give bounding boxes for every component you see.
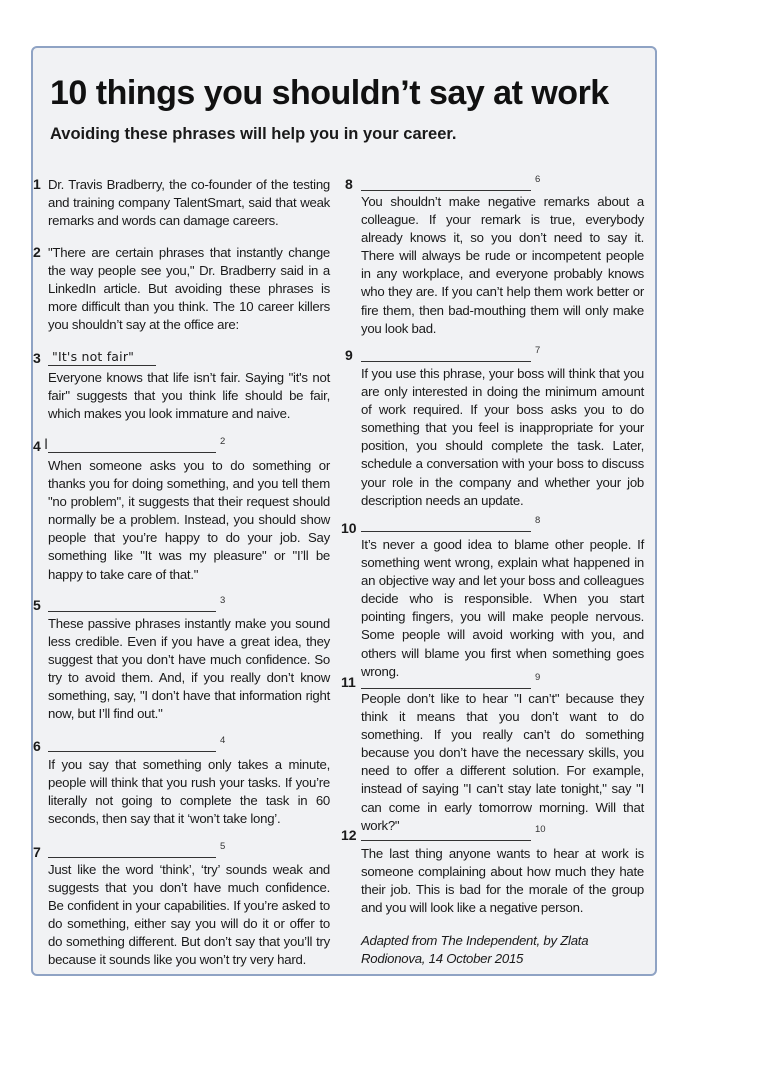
section-number: 6	[33, 738, 41, 754]
section-number: 12	[341, 827, 357, 843]
text-cursor-icon: I	[44, 437, 49, 453]
worksheet-subtitle: Avoiding these phrases will help you in your career.	[50, 125, 457, 143]
section-text: If you use this phrase, your boss will think that you are only interested in doing the minimum amount of work required. If your boss asks you to do something that you feel is inappropriate for your position, you should complete the task. Later, schedule a conversation with your boss to discuss your role in the company and whether your job description needs an update.	[361, 366, 644, 508]
section-text: You shouldn’t make negative remarks about a colleague. If your remark is true, everybody already knows it, so you don’t need to say it. There will always be rude or incompetent people in any workplace, and everyone probably knows who they are. If you can’t help them work better or fire them, then bad-mouthing them will only make you look bad.	[361, 194, 644, 336]
section-number: 2	[33, 244, 41, 260]
section-text: Just like the word ‘think’, ‘try’ sounds weak and suggests that you don’t have much confidence. Be confident in your capabilities. If you’re asked to do something, either say you will do it or offer to do something different. But don’t say that you’ll try because it sounds like you won’t try very hard.	[48, 862, 330, 968]
section-number: 10	[341, 520, 357, 536]
section-text: Dr. Travis Bradberry, the co-founder of the testing and training company TalentSmart, said that weak remarks and words can damage careers.	[48, 177, 330, 229]
gap-number: 10	[535, 824, 546, 835]
answer-line	[48, 352, 156, 366]
answer-blank[interactable]	[48, 738, 216, 752]
handwritten-answer: "It's not fair"	[52, 349, 135, 364]
gap-number: 2	[220, 436, 226, 447]
section-number: 7	[33, 844, 41, 860]
section-text: It’s never a good idea to blame other people. If something went wrong, explain what happened in an objective way and let your boss and colleagues decide who is responsible. When you start pointing fingers, you will make people nervous. Some people will avoid working with you, and others will blame you first when something goes wrong.	[361, 537, 644, 679]
section-text: When someone asks you to do something or thanks you for doing something, and you tell them "no problem", it suggests that their request should normally be a problem. Instead, you should show people that you’re happy to do your job. Say something like "It was my pleasure" or "I’ll be happy to take care of that."	[48, 458, 330, 582]
answer-blank[interactable]	[361, 675, 531, 689]
answer-blank[interactable]	[361, 518, 531, 532]
section-number: 4	[33, 438, 41, 454]
gap-number: 9	[535, 672, 541, 683]
section-number: 5	[33, 597, 41, 613]
section-number: 8	[345, 176, 353, 192]
gap-number: 4	[220, 735, 226, 746]
gap-number: 7	[535, 345, 541, 356]
section-number: 3	[33, 350, 41, 366]
answer-blank[interactable]	[48, 598, 216, 612]
gap-number: 3	[220, 595, 226, 606]
source-credit: Adapted from The Independent, by Zlata Rodionova, 14 October 2015	[361, 933, 589, 967]
gap-number: 8	[535, 515, 541, 526]
section-number: 1	[33, 176, 41, 192]
section-text: The last thing anyone wants to hear at work is someone complaining about how much they hate their job. This is bad for the morale of the group and you will look like a negative person.	[361, 846, 644, 916]
section-number: 11	[341, 674, 356, 690]
answer-blank[interactable]	[48, 439, 216, 453]
section-text: "There are certain phrases that instantly change the way people see you," Dr. Bradberry said in a LinkedIn article. But avoiding these phrases is more difficult than you think. The 10 career killers you shouldn’t say at the office are:	[48, 245, 330, 333]
answer-blank[interactable]	[361, 348, 531, 362]
gap-number: 6	[535, 174, 541, 185]
worksheet-title: 10 things you shouldn’t say at work	[50, 74, 609, 112]
section-text: Everyone knows that life isn’t fair. Saying "it's not fair" suggests that you think life should be fair, which makes you look immature and naive.	[48, 370, 330, 422]
section-number: 9	[345, 347, 353, 363]
answer-blank[interactable]	[48, 844, 216, 858]
section-text: People don’t like to hear "I can’t" because they think it means that you don’t want to do something. If you really can’t do something because you don’t have the necessary skills, you need to offer a different solution. For example, instead of saying "I can’t stay late tonight," say "I can come in early tomorrow morning. Will that work?"	[361, 691, 644, 833]
gap-number: 5	[220, 841, 226, 852]
section-text: These passive phrases instantly make you sound less credible. Even if you have a great idea, they suggest that you don’t have much confidence. So try to avoid them. And, if you really don’t know something, say, "I don’t have that information right now, but I’ll find out."	[48, 616, 330, 722]
answer-blank[interactable]	[361, 827, 531, 841]
answer-blank[interactable]	[361, 177, 531, 191]
section-text: If you say that something only takes a minute, people will think that you rush your tasks. If you’re literally not going to complete the task in 60 seconds, then say that it ‘won’t take long’.	[48, 757, 330, 827]
